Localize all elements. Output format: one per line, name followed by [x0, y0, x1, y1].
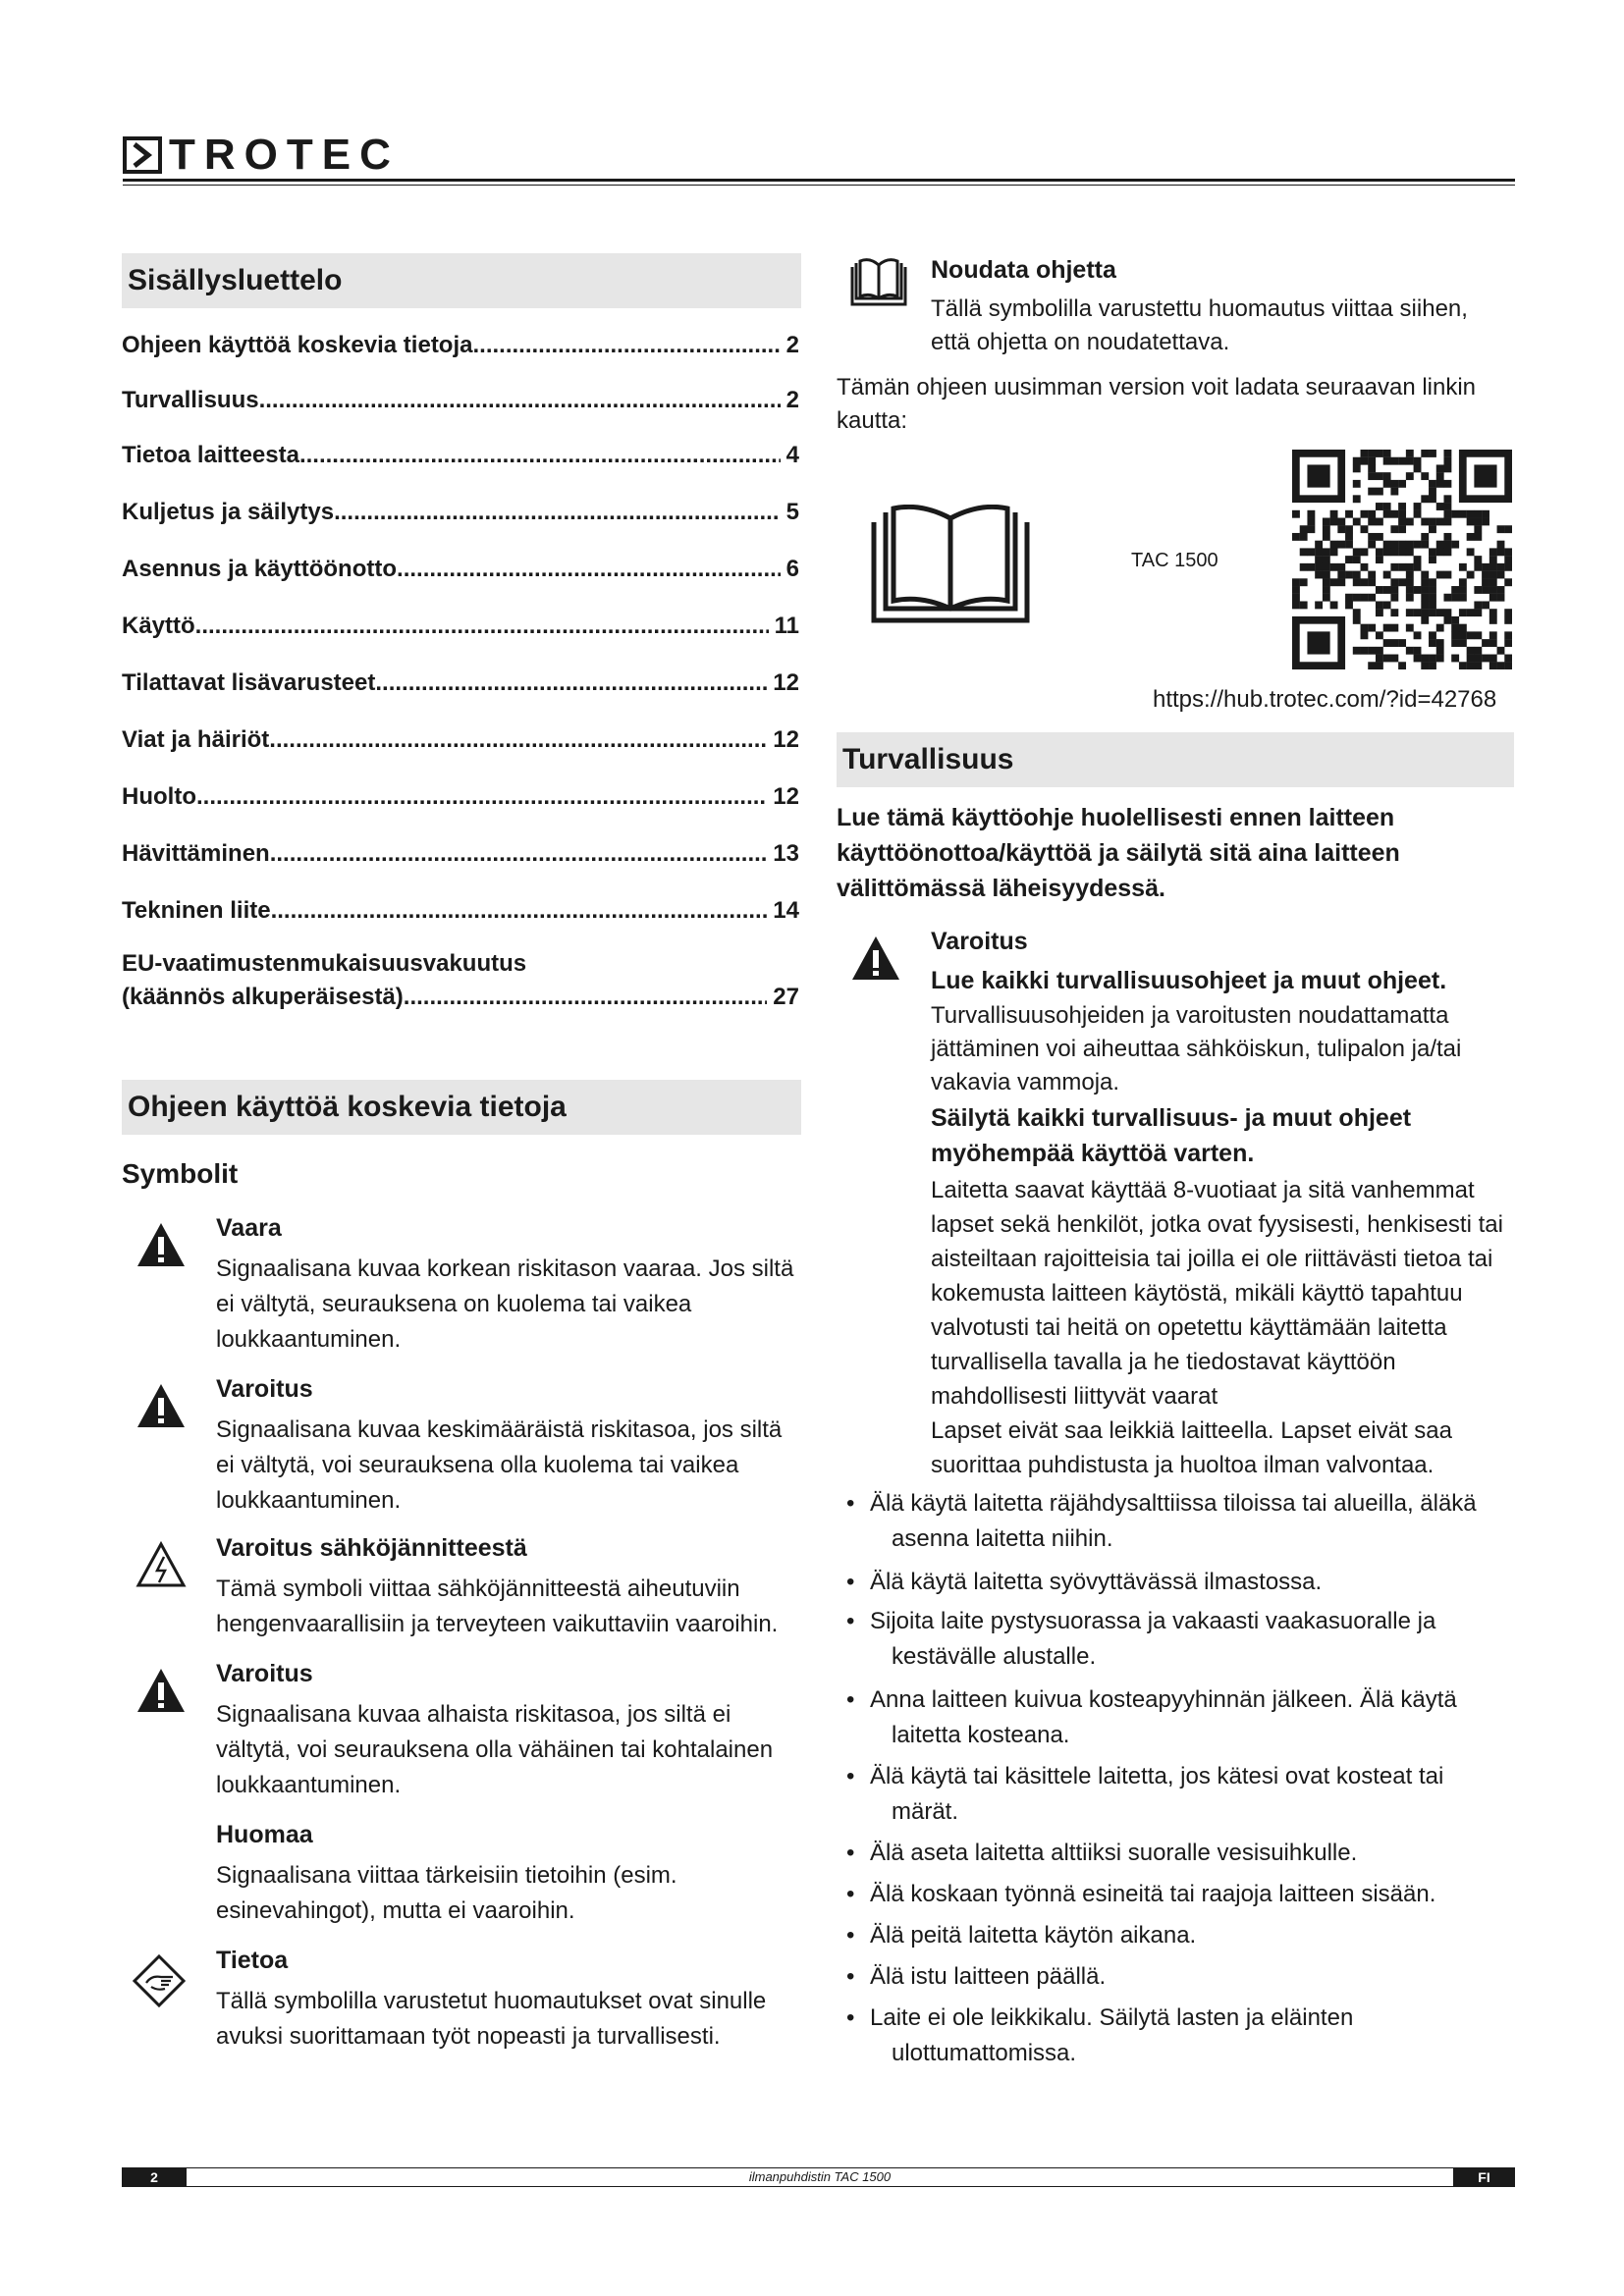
toc-entry-title: Asennus ja käyttöönotto — [122, 556, 398, 582]
toc-entry-title: Tietoa laitteesta — [122, 442, 299, 468]
bullet-text: Laite ei ole leikkikalu. Säilytä lasten ja eläinten — [870, 2004, 1354, 2031]
warning-icon — [135, 1667, 187, 1719]
usage-heading-text: Ohjeen käyttöä koskevia tietoja — [128, 1091, 567, 1123]
toc-entry-title: Tekninen liite — [122, 897, 271, 924]
bullet-dot: • — [846, 1608, 855, 1634]
warning-text-line: valvotusti tai heitä on opetettu käyttämään laitetta — [931, 1314, 1447, 1341]
warning-text-line: aisteiltaan rajoitteisia tai joilla ei ole riittävästi tietoa tai — [931, 1246, 1493, 1272]
toc-heading-text: Sisällysluettelo — [128, 264, 343, 296]
warning-text-line: lapset sekä henkilöt, jotka ovat fyysisesti, henkisesti tai — [931, 1211, 1503, 1238]
symbol-description: loukkaantuminen. — [216, 1326, 402, 1353]
toc-entry[interactable] — [122, 499, 799, 526]
toc-leader — [397, 556, 781, 583]
toc-leader — [334, 499, 781, 526]
symbol-title: Tietoa — [216, 1947, 289, 1974]
safety-heading-text: Turvallisuus — [842, 743, 1014, 775]
warning-bold-line: myöhempää käyttöä varten. — [931, 1140, 1255, 1167]
toc-entry-title: Kuljetus ja säilytys — [122, 499, 335, 525]
symbol-description: ei vältytä, seurauksena on kuolema tai vaikea — [216, 1291, 692, 1317]
symbol-description: loukkaantuminen. — [216, 1487, 402, 1514]
toc-entry-page: 6 — [785, 556, 799, 582]
safety-bullet-item — [846, 1877, 1514, 1912]
symbol-description: Signaalisana kuvaa alhaista riskitasoa, jos siltä ei — [216, 1701, 731, 1728]
warning-text-line: Lapset eivät saa leikkiä laitteella. Lapset eivät saa — [931, 1417, 1452, 1444]
toc-entry-title: Tilattavat lisävarusteet — [122, 669, 376, 696]
bullet-dot: • — [846, 1963, 855, 1990]
toc-leader — [270, 840, 768, 868]
warning-icon — [850, 934, 901, 982]
toc-entry-page: 14 — [773, 897, 799, 924]
symbol-title: Varoitus sähköjännitteestä — [216, 1534, 527, 1562]
warning-text-line: suorittaa puhdistusta ja huoltoa ilman valvontaa. — [931, 1452, 1435, 1478]
warning-text-line: mahdollisesti liittyvät vaarat — [931, 1383, 1218, 1410]
toc-leader — [472, 332, 780, 359]
toc-entry-page: 4 — [785, 442, 799, 468]
warning-text-line: Laitetta saavat käyttää 8-vuotiaat ja sitä vanhemmat — [931, 1177, 1475, 1203]
toc-entry[interactable] — [122, 840, 799, 868]
toc-entry-page: 27 — [773, 984, 799, 1010]
toc-leader — [269, 726, 767, 754]
toc-entry-line1[interactable]: EU-vaatimustenmukaisuusvakuutus — [122, 950, 527, 977]
symbol-description: ei vältytä, voi seurauksena olla kuolema tai vaikea — [216, 1452, 739, 1478]
bullet-dot: • — [846, 1922, 855, 1949]
manual-book-icon — [850, 257, 907, 308]
warning-icon — [135, 1382, 187, 1434]
toc-leader — [271, 897, 768, 925]
toc-entry[interactable] — [122, 387, 799, 414]
safety-bullet-item — [846, 1959, 1514, 1995]
toc-entry-title: Hävittäminen — [122, 840, 270, 867]
toc-entry-page: 2 — [785, 332, 799, 358]
safety-bullet-item — [846, 1836, 1514, 1871]
toc-entry[interactable] — [122, 783, 799, 811]
toc-entry-page: 12 — [773, 669, 799, 696]
symbol-description: loukkaantuminen. — [216, 1772, 402, 1798]
bullet-dot: • — [846, 1763, 855, 1789]
bullet-dot: • — [846, 2004, 855, 2031]
safety-bullet-item — [846, 1486, 1514, 1557]
toc-entry[interactable] — [122, 332, 799, 359]
electric-hazard-icon — [135, 1541, 187, 1593]
manual-large-book-icon — [870, 505, 1031, 624]
toc-leader — [196, 783, 767, 811]
symbol-description: Signaalisana kuvaa korkean riskitason vaaraa. Jos siltä — [216, 1255, 794, 1282]
safety-bullet-item — [846, 1759, 1514, 1830]
bullet-text: asenna laitetta niihin. — [892, 1525, 1113, 1552]
toc-entry-page: 11 — [774, 613, 799, 639]
symbol-description: hengenvaarallisiin ja terveyteen vaikuttaviin vaaroihin. — [216, 1611, 779, 1637]
toc-entry[interactable] — [122, 669, 799, 697]
toc-leader — [299, 442, 781, 469]
download-line-2: kautta: — [837, 407, 908, 434]
warning-text-line: turvallisella tavalla ja he tiedostavat käyttöön — [931, 1349, 1396, 1375]
bullet-text: Älä käytä laitetta syövyttävässä ilmastossa. — [870, 1569, 1323, 1595]
safety-warning-bold-1: Lue kaikki turvallisuusohjeet ja muut ohjeet. — [931, 967, 1447, 994]
info-hand-icon — [132, 1953, 187, 2013]
symbol-description: vältytä, voi seurauksena olla vähäinen tai kohtalainen — [216, 1736, 774, 1763]
safety-bullet-item — [846, 1682, 1514, 1753]
safety-intro-3: välittömässä läheisyydessä. — [837, 875, 1165, 902]
bullet-text: märät. — [892, 1798, 959, 1825]
toc-entry-page: 5 — [785, 499, 799, 525]
header-rule-thin — [123, 185, 1515, 186]
safety-bullet-item — [846, 2001, 1514, 2071]
footer-language: FI — [1478, 2169, 1490, 2185]
symbol-description: Tällä symbolilla varustetut huomautukset ovat sinulle — [216, 1988, 767, 2014]
manual-line-2: että ohjetta on noudatettava. — [931, 329, 1230, 355]
warning-icon — [135, 1221, 187, 1273]
toc-entry-title: Viat ja häiriöt — [122, 726, 270, 753]
model-label: TAC 1500 — [1131, 550, 1218, 571]
manual-url[interactable]: https://hub.trotec.com/?id=42768 — [1153, 686, 1497, 713]
warning-text-line: kokemusta laitteen käytöstä, mikäli käyttö tapahtuu — [931, 1280, 1463, 1307]
safety-bullet-item — [846, 1604, 1514, 1675]
toc-entry[interactable] — [122, 897, 799, 925]
symbol-description: avuksi suorittamaan työt nopeasti ja turvallisesti. — [216, 2023, 721, 2050]
toc-entry[interactable] — [122, 726, 799, 754]
bullet-text: Älä koskaan työnnä esineitä tai raajoja laitteen sisään. — [870, 1881, 1436, 1907]
toc-leader — [259, 387, 781, 414]
toc-entry-page: 2 — [785, 387, 799, 413]
bullet-dot: • — [846, 1490, 855, 1517]
safety-intro-2: käyttöönottoa/käyttöä ja säilytä sitä aina laitteen — [837, 839, 1400, 867]
toc-entry[interactable] — [122, 613, 799, 640]
safety-bullet-item — [846, 1918, 1514, 1953]
bullet-dot: • — [846, 1569, 855, 1595]
toc-entry-title: Turvallisuus — [122, 387, 259, 413]
symbol-description: esinevahingot), mutta ei vaaroihin. — [216, 1897, 575, 1924]
toc-entry-title: Ohjeen käyttöä koskevia tietoja — [122, 332, 473, 358]
bullet-dot: • — [846, 1686, 855, 1713]
toc-entry-page: 12 — [773, 783, 799, 810]
brand-name: TROTEC — [169, 131, 400, 179]
warning-text-line: Turvallisuusohjeiden ja varoitusten noudattamatta — [931, 1002, 1449, 1029]
symbol-title: Varoitus — [216, 1660, 313, 1687]
toc-entry[interactable] — [122, 556, 799, 583]
qr-code[interactable] — [1292, 450, 1512, 669]
warning-text-line: vakavia vammoja. — [931, 1069, 1120, 1095]
safety-bullet-item — [846, 1565, 1514, 1600]
symbol-title: Vaara — [216, 1214, 282, 1242]
bullet-text: Älä istu laitteen päällä. — [870, 1963, 1107, 1990]
toc-leader — [195, 613, 769, 640]
toc-entry-title: Käyttö — [122, 613, 195, 639]
toc-entry-page: 12 — [773, 726, 799, 753]
toc-heading — [122, 253, 801, 308]
warning-bold-line: Säilytä kaikki turvallisuus- ja muut ohjeet — [931, 1104, 1412, 1132]
symbol-description: Tämä symboli viittaa sähköjännitteestä aiheutuviin — [216, 1575, 740, 1602]
header-rule — [123, 179, 1515, 182]
safety-intro-1: Lue tämä käyttöohje huolellisesti ennen laitteen — [837, 804, 1395, 831]
warning-text-line: jättäminen voi aiheuttaa sähköiskun, tulipalon ja/tai — [931, 1036, 1462, 1062]
toc-leader — [404, 984, 768, 1011]
footer-title: ilmanpuhdistin TAC 1500 — [187, 2168, 1453, 2186]
bullet-dot: • — [846, 1840, 855, 1866]
bullet-text: Anna laitteen kuivua kosteapyyhinnän jälkeen. Älä käytä — [870, 1686, 1457, 1713]
symbol-title: Varoitus — [216, 1375, 313, 1403]
symbol-title: Huomaa — [216, 1821, 313, 1848]
toc-entry-title: Huolto — [122, 783, 196, 810]
bullet-text: Älä käytä laitetta räjähdysalttiissa tiloissa tai alueilla, äläkä — [870, 1490, 1477, 1517]
bullet-dot: • — [846, 1881, 855, 1907]
toc-leader — [375, 669, 767, 697]
symbol-description: Signaalisana viittaa tärkeisiin tietoihin (esim. — [216, 1862, 677, 1889]
bullet-text: Älä peitä laitetta käytön aikana. — [870, 1922, 1197, 1949]
bullet-text: Älä aseta laitetta alttiiksi suoralle vesisuihkulle. — [870, 1840, 1358, 1866]
download-line-1: Tämän ohjeen uusimman version voit ladata seuraavan linkin — [837, 374, 1477, 400]
bullet-text: Sijoita laite pystysuorassa ja vakaasti vaakasuoralle ja — [870, 1608, 1436, 1634]
symbols-subheading: Symbolit — [122, 1158, 239, 1189]
toc-entry[interactable] — [122, 442, 799, 469]
toc-entry-page: 13 — [773, 840, 799, 867]
bullet-text: laitetta kosteana. — [892, 1722, 1070, 1748]
toc-entry[interactable] — [122, 984, 799, 1011]
manual-title: Noudata ohjetta — [931, 256, 1116, 284]
safety-warning-title: Varoitus — [931, 928, 1028, 955]
bullet-text: kestävälle alustalle. — [892, 1643, 1097, 1670]
safety-heading — [837, 732, 1514, 787]
symbol-description: Signaalisana kuvaa keskimääräistä riskitasoa, jos siltä — [216, 1416, 783, 1443]
usage-heading — [122, 1080, 801, 1135]
manual-line-1: Tällä symbolilla varustettu huomautus viittaa siihen, — [931, 295, 1468, 322]
bullet-text: ulottumattomissa. — [892, 2040, 1077, 2066]
toc-entry-title: (käännös alkuperäisestä) — [122, 984, 404, 1010]
bullet-text: Älä käytä tai käsittele laitetta, jos kätesi ovat kosteat tai — [870, 1763, 1444, 1789]
footer-page-number: 2 — [150, 2169, 158, 2185]
